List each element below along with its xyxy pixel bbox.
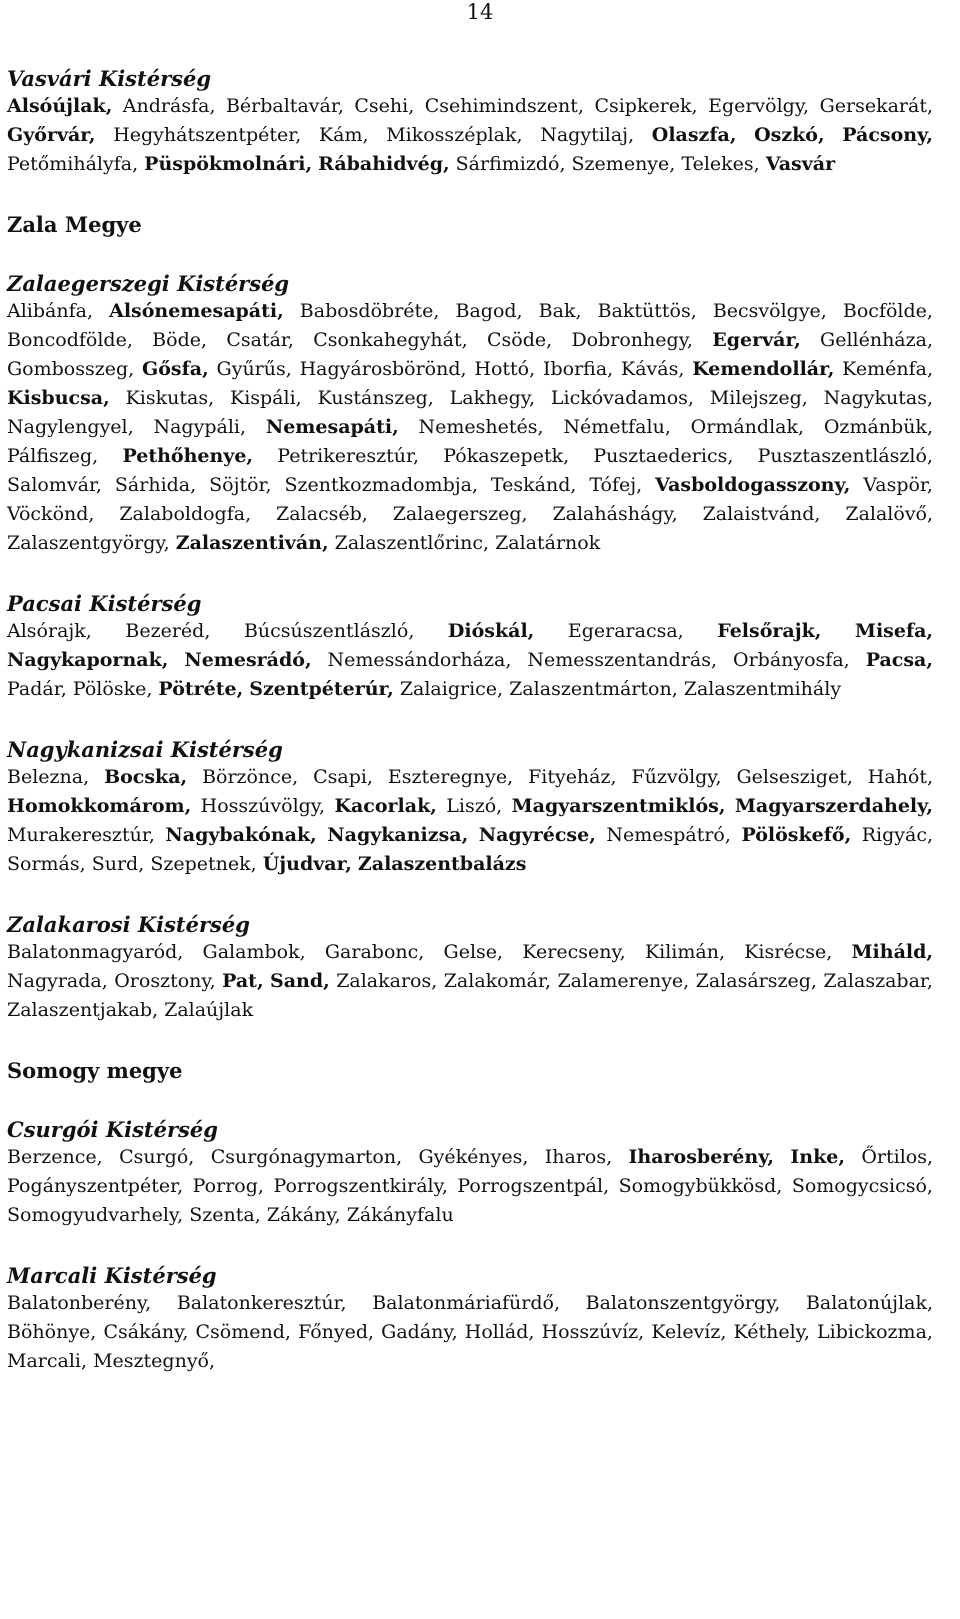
town-name: Zalaszentlőrinc,: [334, 532, 490, 554]
town-name: Gősfa,: [142, 358, 209, 380]
town-name: Kacorlak,: [334, 795, 437, 817]
town-name: Hagyárosbörönd,: [299, 358, 467, 380]
town-name: Nagykapornak,: [7, 649, 169, 671]
town-name: Ormándlak,: [690, 416, 805, 438]
town-name: Surd,: [91, 853, 145, 875]
town-name: Őrtilos,: [861, 1146, 934, 1168]
town-name: Iharosberény,: [628, 1146, 775, 1168]
town-name: Bérbaltavár,: [225, 95, 344, 117]
town-name: Balatonújlak,: [805, 1292, 934, 1314]
town-name: Olaszfa,: [651, 124, 737, 146]
town-name: Főnyed,: [298, 1321, 375, 1343]
town-name: Nemespátró,: [606, 824, 731, 846]
town-name: Orosztony,: [114, 970, 216, 992]
town-name: Teskánd,: [490, 474, 577, 496]
town-name: Kilimán,: [644, 941, 725, 963]
town-name: Balatonberény,: [7, 1292, 152, 1314]
town-name: Böde,: [152, 329, 208, 351]
subregion-heading: Csurgói Kistérség: [7, 1117, 218, 1142]
town-list: [7, 617, 933, 704]
town-name: Galambok,: [202, 941, 306, 963]
town-name: Kéthely,: [733, 1321, 810, 1343]
town-name: Gelse,: [443, 941, 504, 963]
town-name: Fűzvölgy,: [631, 766, 722, 788]
town-name: Oszkó,: [754, 124, 825, 146]
town-name: Nagypáli,: [153, 416, 247, 438]
town-name: Gelsesziget,: [736, 766, 853, 788]
town-name: Csapi,: [313, 766, 373, 788]
town-name: Salomvár,: [7, 474, 102, 496]
town-name: Nagylengyel,: [7, 416, 134, 438]
town-name: Nemesszentandrás,: [527, 649, 718, 671]
subregion-heading: Nagykanizsai Kistérség: [7, 737, 283, 762]
town-name: Hegyhátszentpéter,: [113, 124, 302, 146]
town-name: Andrásfa,: [122, 95, 216, 117]
subregion-heading: Pacsai Kistérség: [7, 591, 202, 616]
town-name: Söjtör,: [209, 474, 272, 496]
town-name: Pusztaederics,: [593, 445, 734, 467]
town-name: Mikosszéplak,: [386, 124, 523, 146]
town-name: Gombosszeg,: [7, 358, 135, 380]
town-name: Pethőhenye,: [122, 445, 254, 467]
town-name: Hosszúvölgy,: [200, 795, 326, 817]
town-name: Szentkozmadombja,: [284, 474, 478, 496]
town-name: Somogycsicsó,: [791, 1175, 933, 1197]
town-name: Bagod,: [455, 300, 523, 322]
town-name: Eszteregnye,: [387, 766, 514, 788]
town-name: Balatonszentgyörgy,: [585, 1292, 781, 1314]
town-name: Nagybakónak,: [165, 824, 317, 846]
town-name: Vöckönd,: [7, 503, 95, 525]
town-name: Hahót,: [867, 766, 934, 788]
town-name: Zalamerenye,: [557, 970, 690, 992]
town-name: Nagytilaj,: [540, 124, 635, 146]
town-name: Zalaszentgyörgy,: [7, 532, 170, 554]
town-name: Sand,: [270, 970, 330, 992]
town-name: Garabonc,: [324, 941, 425, 963]
town-name: Püspökmolnári,: [144, 153, 313, 175]
town-list: [7, 1289, 933, 1376]
town-name: Csömend,: [195, 1321, 291, 1343]
town-name: Zalatárnok: [495, 532, 601, 554]
town-name: Somogybükkösd,: [618, 1175, 783, 1197]
town-name: Miháld,: [851, 941, 933, 963]
town-name: Gellénháza,: [820, 329, 934, 351]
town-name: Belezna,: [7, 766, 90, 788]
town-name: Sárfimizdó,: [455, 153, 566, 175]
town-name: Zalacséb,: [276, 503, 368, 525]
town-name: Zalaszabar,: [823, 970, 933, 992]
town-name: Bak,: [538, 300, 582, 322]
town-name: Sormás,: [7, 853, 86, 875]
town-name: Alsórajk,: [7, 620, 92, 642]
town-name: Börzönce,: [202, 766, 299, 788]
town-name: Bocska,: [104, 766, 188, 788]
town-name: Dobronhegy,: [571, 329, 693, 351]
town-name: Vasboldogasszony,: [655, 474, 851, 496]
town-name: Kustánszeg,: [317, 387, 434, 409]
town-name: Zalaegerszeg,: [392, 503, 528, 525]
town-name: Vasvár: [765, 153, 836, 175]
town-name: Iharos,: [544, 1146, 613, 1168]
town-name: Pogányszentpéter,: [7, 1175, 184, 1197]
town-name: Pusztaszentlászló,: [757, 445, 933, 467]
town-name: Sárhida,: [114, 474, 197, 496]
town-name: Becsvölgye,: [712, 300, 827, 322]
town-name: Egeraracsa,: [567, 620, 684, 642]
town-name: Balatonmagyaród,: [7, 941, 184, 963]
town-list: [7, 92, 933, 179]
town-name: Pókaszepetk,: [443, 445, 570, 467]
town-name: Pacsa,: [865, 649, 933, 671]
town-list: [7, 763, 933, 879]
town-name: Inke,: [790, 1146, 845, 1168]
town-name: Zalaboldogfa,: [119, 503, 252, 525]
town-name: Misefa,: [854, 620, 934, 642]
town-name: Kisrécse,: [744, 941, 833, 963]
town-name: Kispáli,: [230, 387, 302, 409]
town-name: Zalasárszeg,: [695, 970, 817, 992]
town-name: Nagykutas,: [823, 387, 934, 409]
town-name: Nemeshetés,: [418, 416, 544, 438]
town-list: [7, 938, 933, 1025]
town-name: Homokkomárom,: [7, 795, 192, 817]
town-name: Felsőrajk,: [717, 620, 822, 642]
town-name: Tófej,: [589, 474, 643, 496]
town-name: Egervölgy,: [708, 95, 810, 117]
town-name: Padár,: [7, 678, 67, 700]
town-name: Újudvar,: [262, 853, 352, 875]
town-name: Szepetnek,: [150, 853, 257, 875]
town-name: Rigyác,: [861, 824, 934, 846]
town-name: Porrogszentpál,: [457, 1175, 610, 1197]
town-name: Kisbucsa,: [7, 387, 110, 409]
town-name: Alibánfa,: [7, 300, 94, 322]
town-name: Berzence,: [7, 1146, 103, 1168]
town-name: Németfalu,: [563, 416, 671, 438]
subregion-heading: Zalakarosi Kistérség: [7, 912, 250, 937]
town-name: Keménfa,: [842, 358, 933, 380]
town-name: Zalaháshágy,: [552, 503, 678, 525]
town-name: Zalaszentmárton,: [509, 678, 678, 700]
town-name: Balatonkeresztúr,: [176, 1292, 347, 1314]
town-name: Boncodfölde,: [7, 329, 133, 351]
town-name: Csurgó,: [119, 1146, 195, 1168]
town-name: Nemessándorháza,: [327, 649, 512, 671]
town-name: Petrikeresztúr,: [277, 445, 420, 467]
town-name: Hollád,: [464, 1321, 535, 1343]
town-name: Porrog,: [192, 1175, 264, 1197]
town-name: Csatár,: [226, 329, 294, 351]
town-name: Gadány,: [381, 1321, 458, 1343]
town-name: Ozmánbük,: [823, 416, 933, 438]
town-name: Telekes,: [681, 153, 760, 175]
town-name: Zalaszentiván,: [175, 532, 329, 554]
town-name: Zalaszentbalázs: [357, 853, 527, 875]
town-name: Csurgónagymarton,: [210, 1146, 403, 1168]
town-name: Petőmihályfa,: [7, 153, 139, 175]
town-name: Csehi,: [354, 95, 415, 117]
town-name: Hosszúvíz,: [541, 1321, 645, 1343]
town-name: Böhönye,: [7, 1321, 97, 1343]
town-name: Gyékényes,: [418, 1146, 529, 1168]
town-name: Milejszeg,: [709, 387, 808, 409]
town-name: Mesztegnyő,: [93, 1350, 216, 1372]
town-name: Murakeresztúr,: [7, 824, 155, 846]
town-name: Somogyudvarhely,: [7, 1204, 184, 1226]
town-name: Lakhegy,: [449, 387, 535, 409]
town-name: Csehimindszent,: [424, 95, 584, 117]
town-name: Alsónemesapáti,: [109, 300, 284, 322]
town-name: Iborfia,: [542, 358, 614, 380]
town-name: Szemenye,: [571, 153, 676, 175]
town-name: Nemesrádó,: [184, 649, 312, 671]
town-name: Pötréte,: [158, 678, 244, 700]
town-name: Szenta,: [189, 1204, 261, 1226]
town-name: Egervár,: [712, 329, 801, 351]
town-name: Vaspör,: [863, 474, 933, 496]
subregion-heading: Marcali Kistérség: [7, 1263, 217, 1288]
town-name: Csöde,: [486, 329, 553, 351]
town-name: Marcali,: [7, 1350, 88, 1372]
town-name: Zalakomár,: [443, 970, 551, 992]
town-name: Pácsony,: [842, 124, 933, 146]
town-name: Nagyrada,: [7, 970, 108, 992]
town-name: Bezeréd,: [125, 620, 211, 642]
town-name: Pölöske,: [72, 678, 153, 700]
town-name: Liszó,: [446, 795, 503, 817]
town-name: Magyarszerdahely,: [734, 795, 933, 817]
town-name: Lickóvadamos,: [550, 387, 694, 409]
town-name: Nagykanizsa,: [327, 824, 469, 846]
town-name: Magyarszentmiklós,: [511, 795, 726, 817]
town-name: Porrogszentkirály,: [273, 1175, 448, 1197]
town-name: Alsóújlak,: [7, 95, 113, 117]
town-name: Bocfölde,: [842, 300, 933, 322]
town-name: Gyűrűs,: [216, 358, 292, 380]
town-name: Győrvár,: [7, 124, 96, 146]
town-name: Fityeház,: [528, 766, 617, 788]
town-name: Pat,: [222, 970, 264, 992]
town-name: Zalaigrice,: [399, 678, 504, 700]
town-name: Nagyrécse,: [478, 824, 596, 846]
county-heading: Somogy megye: [7, 1058, 183, 1083]
town-name: Csákány,: [103, 1321, 189, 1343]
town-name: Kerecseny,: [522, 941, 626, 963]
town-name: Dióskál,: [447, 620, 535, 642]
town-name: Szentpéterúr,: [249, 678, 394, 700]
town-name: Búcsúszentlászló,: [243, 620, 415, 642]
town-name: Zalaújlak: [164, 999, 254, 1021]
town-name: Zalalövő,: [845, 503, 934, 525]
town-name: Zalakaros,: [336, 970, 438, 992]
town-name: Gersekarát,: [819, 95, 934, 117]
town-name: Orbányosfa,: [733, 649, 850, 671]
town-name: Libickozma,: [817, 1321, 933, 1343]
town-name: Balatonmáriafürdő,: [372, 1292, 561, 1314]
town-list: [7, 297, 933, 558]
town-list: [7, 1143, 933, 1230]
town-name: Kiskutas,: [125, 387, 215, 409]
town-name: Kelevíz,: [651, 1321, 727, 1343]
subregion-heading: Zalaegerszegi Kistérség: [7, 271, 290, 296]
town-name: Pálfiszeg,: [7, 445, 99, 467]
town-name: Kávás,: [621, 358, 685, 380]
document-body: [7, 65, 933, 1408]
town-name: Zalaistvánd,: [702, 503, 821, 525]
town-name: Zákányfalu: [346, 1204, 454, 1226]
town-name: Nemesapáti,: [265, 416, 399, 438]
town-name: Csonkahegyhát,: [313, 329, 468, 351]
town-name: Pölöskefő,: [741, 824, 852, 846]
town-name: Baktüttös,: [597, 300, 697, 322]
town-name: Kám,: [318, 124, 369, 146]
town-name: Csipkerek,: [594, 95, 698, 117]
town-name: Zalaszentmihály: [683, 678, 842, 700]
county-heading: Zala Megye: [7, 212, 142, 237]
town-name: Kemendollár,: [692, 358, 835, 380]
subregion-heading: Vasvári Kistérség: [7, 66, 212, 91]
town-name: Hottó,: [474, 358, 536, 380]
town-name: Zákány,: [266, 1204, 341, 1226]
town-name: Zalaszentjakab,: [7, 999, 159, 1021]
page-number: 14: [466, 0, 494, 24]
town-name: Babosdöbréte,: [299, 300, 440, 322]
town-name: Rábahidvég,: [318, 153, 450, 175]
